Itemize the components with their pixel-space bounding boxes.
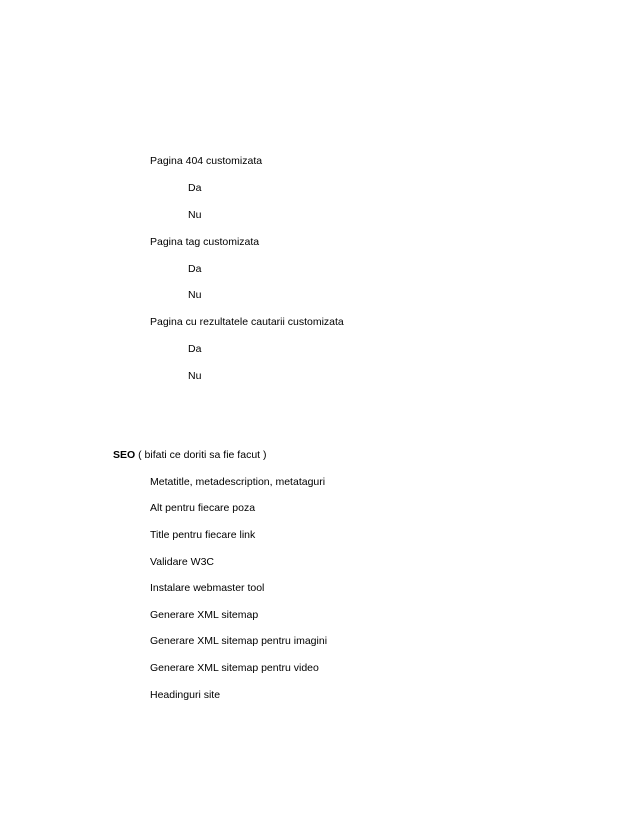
list-item-text: Generare XML sitemap pentru video	[150, 662, 319, 674]
list-item-text: Title pentru fiecare link	[150, 529, 256, 541]
sub-item-text: Da	[188, 263, 202, 275]
list-item-text: Generare XML sitemap pentru imagini	[150, 635, 328, 647]
list-item-text: Pagina 404 customizata	[150, 155, 263, 167]
list-item-text: Pagina cu rezultatele cautarii customizata	[150, 316, 344, 328]
sub-item-text: Da	[188, 182, 202, 194]
sub-item-text: Nu	[188, 289, 202, 301]
list-item-text: Instalare webmaster tool	[150, 582, 265, 594]
sub-item-text: Nu	[188, 209, 202, 221]
list-item-text: Generare XML sitemap	[150, 609, 259, 621]
sub-item-text: Nu	[188, 370, 202, 382]
list-item-text: Validare W3C	[150, 556, 214, 568]
section-heading-text	[113, 448, 267, 462]
sub-item-text: Da	[188, 343, 202, 355]
list-item-text: Metatitle, metadescription, metataguri	[150, 476, 326, 488]
section-title: SEO	[113, 449, 136, 461]
list-item-text: Headinguri site	[150, 689, 221, 701]
list-item-text: Alt pentru fiecare poza	[150, 502, 256, 514]
list-item-text: Pagina tag customizata	[150, 236, 260, 248]
section-note: ( bifati ce doriti sa fie facut )	[135, 449, 267, 461]
